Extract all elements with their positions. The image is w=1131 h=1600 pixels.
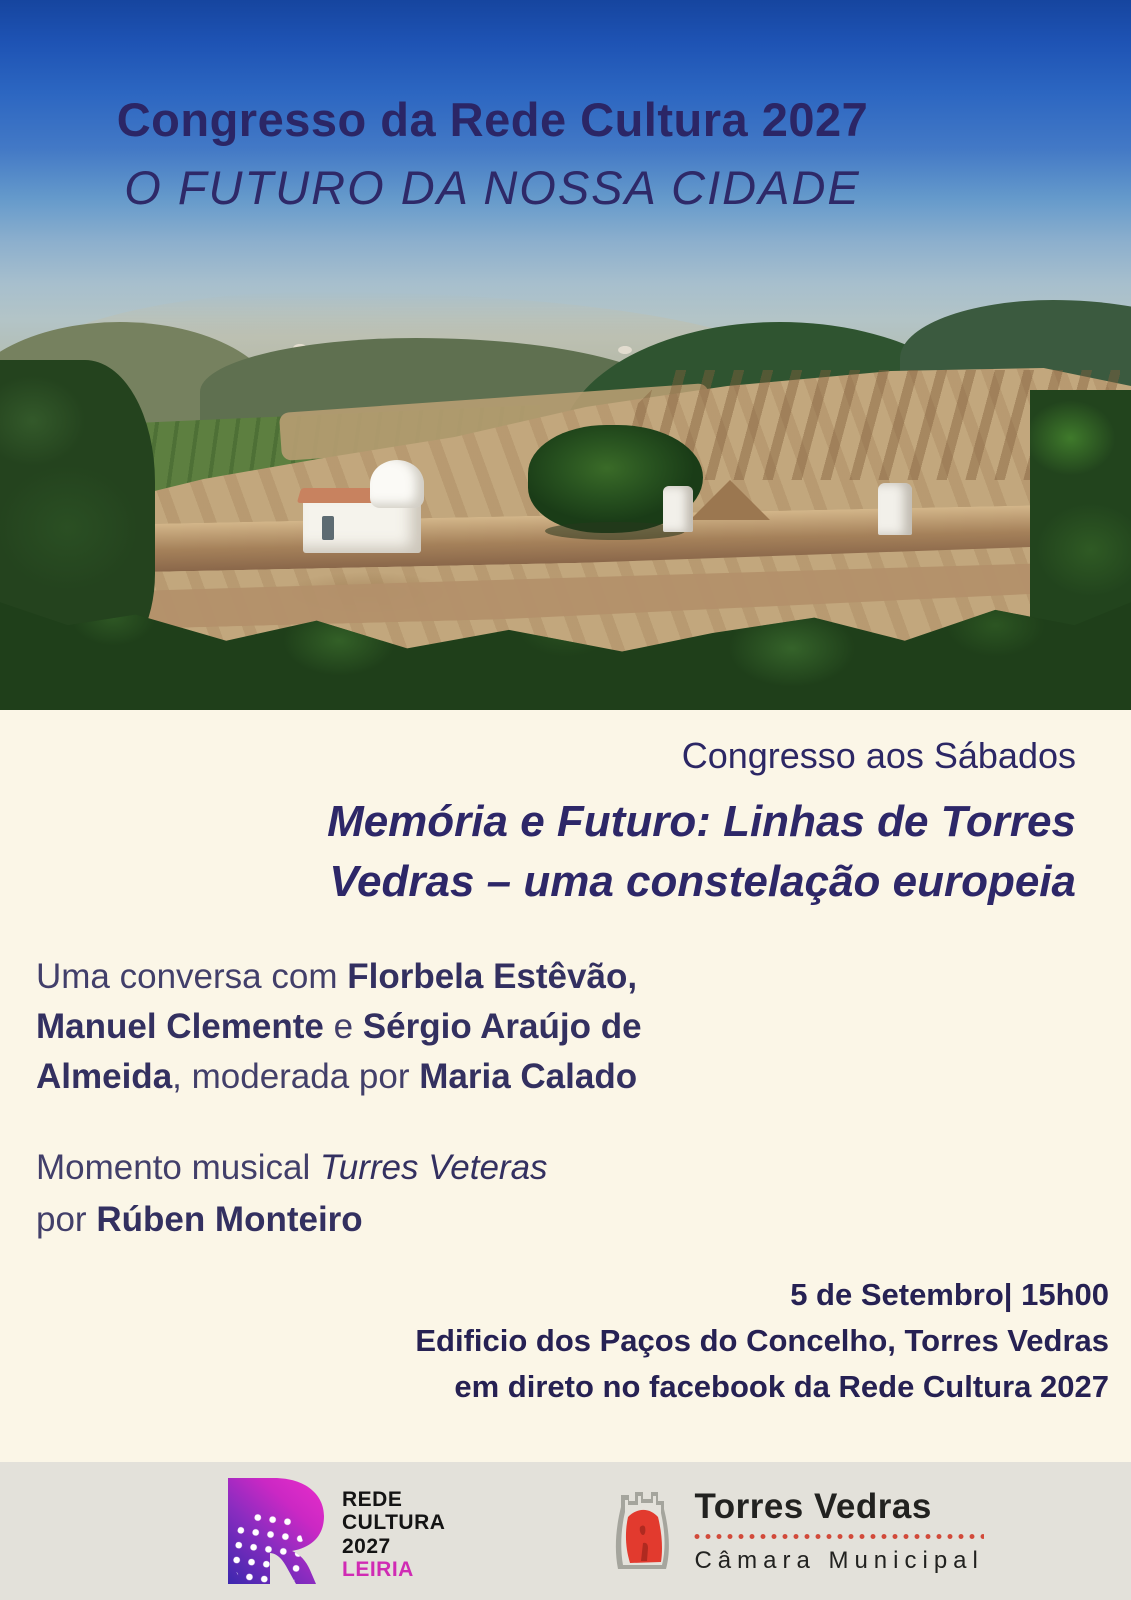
camara-municipal-label: Câmara Municipal (694, 1547, 984, 1574)
speakers-text: e (323, 1007, 363, 1046)
torres-vedras-castle-icon (610, 1487, 676, 1575)
rede-cultura-2027-logo (228, 1478, 445, 1584)
torres-vedras-wordmark (694, 1487, 983, 1575)
speaker-name: Florbela Estêvão, (347, 957, 638, 996)
speakers-text: Uma conversa com (36, 957, 348, 996)
chapel-dome (370, 460, 424, 508)
page-title: Congresso da Rede Cultura 2027 (116, 93, 869, 146)
speakers-text: , moderada por (172, 1057, 420, 1096)
session-heading-line1: Memória e Futuro: Linhas de Torres (327, 797, 1076, 846)
page-subtitle: O FUTURO DA NOSSA CIDADE (124, 161, 861, 214)
musical-moment (36, 1142, 548, 1246)
musical-line2 (36, 1194, 548, 1246)
rede-line: 2027 (342, 1534, 391, 1558)
session-heading-line2: Vedras – uma constelação europeia (329, 857, 1076, 906)
speaker-name: Almeida (36, 1057, 173, 1096)
rede-cultura-wordmark (342, 1488, 445, 1584)
red-dotted-divider (694, 1533, 983, 1540)
event-datetime: 5 de Setembro| 15h00 (790, 1277, 1109, 1312)
musical-piece-title: Turres Veteras (319, 1148, 548, 1187)
musical-text: Momento musical (36, 1148, 320, 1187)
speakers-line1 (36, 952, 642, 1002)
event-location: Edificio dos Paços do Concelho, Torres Vedras (415, 1323, 1109, 1358)
musical-line1 (36, 1142, 548, 1194)
rede-line: CULTURA (342, 1511, 446, 1535)
rede-leiria-line: LEIRIA (342, 1558, 414, 1582)
musician-name: Rúben Monteiro (96, 1200, 363, 1239)
speaker-name: Sérgio Araújo de (362, 1007, 642, 1046)
chapel-door (322, 516, 334, 540)
rede-line: REDE (342, 1487, 403, 1511)
white-windmill-tower (663, 486, 693, 532)
speaker-name: Manuel Clemente (36, 1007, 324, 1046)
torres-vedras-name: Torres Vedras (694, 1487, 932, 1526)
moderator-name: Maria Calado (419, 1057, 638, 1096)
event-details (415, 1272, 1109, 1410)
session-heading (327, 792, 1076, 912)
musical-text: por (36, 1200, 97, 1239)
speakers-line2 (36, 1002, 642, 1052)
logo-footer (0, 1462, 1131, 1600)
speakers-paragraph (36, 952, 642, 1102)
speakers-line3 (36, 1052, 642, 1102)
poster-header (0, 92, 985, 215)
torres-vedras-municipal-logo (610, 1487, 983, 1575)
session-kicker: Congresso aos Sábados (681, 735, 1076, 776)
white-windmill-tower (878, 483, 912, 535)
event-stream-info: em direto no facebook da Rede Cultura 2027 (454, 1369, 1109, 1404)
rede-cultura-r-icon (228, 1478, 328, 1584)
